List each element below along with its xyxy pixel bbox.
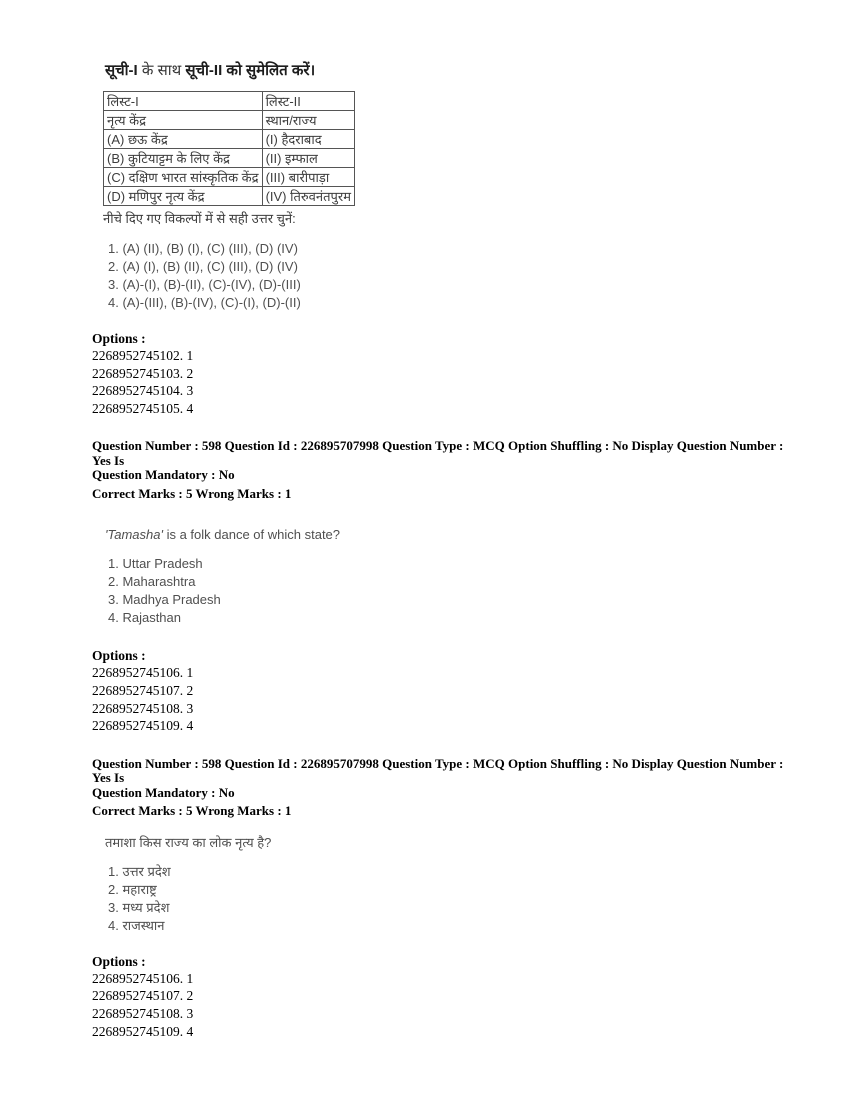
marks-line: Correct Marks : 5 Wrong Marks : 1 <box>92 803 292 819</box>
table-cell: लिस्ट-II <box>262 92 354 111</box>
metadata-line: Question Number : 598 Question Id : 226895707998 Question Type : MCQ Option Shuffling : No Display Question Number : Yes Is <box>92 755 784 786</box>
option-id: 2268952745106. 1 <box>92 970 194 986</box>
table-cell: स्थान/राज्य <box>262 111 354 130</box>
options-label: Options : <box>92 953 146 969</box>
option-id: 2268952745103. 2 <box>92 365 194 381</box>
answer-choice: 4. Rajasthan <box>108 610 181 626</box>
tamasha-question-english <box>105 527 850 542</box>
question-metadata <box>92 439 792 501</box>
q3-option-ids <box>92 970 850 1040</box>
answer-choice: 4. (A)-(III), (B)-(IV), (C)-(I), (D)-(II) <box>108 295 301 310</box>
option-id: 2268952745102. 1 <box>92 348 194 363</box>
table-cell: (II) इम्फाल <box>262 149 354 168</box>
options-label: Options : <box>92 648 146 664</box>
q1-options-block <box>92 330 850 417</box>
question-metadata <box>92 757 792 819</box>
heading-list2-bold: सूची-II <box>185 62 223 79</box>
table-row <box>104 111 355 130</box>
marks-line: Correct Marks : 5 Wrong Marks : 1 <box>92 485 292 501</box>
metadata-line: Question Mandatory : No <box>92 784 235 800</box>
table-cell: (A) छऊ केंद्र <box>104 130 263 149</box>
answer-choice: 4. राजस्थान <box>108 917 165 933</box>
answer-choice: 1. (A) (II), (B) (I), (C) (III), (D) (IV) <box>108 241 298 256</box>
table-cell: (I) हैदराबाद <box>262 130 354 149</box>
question-rest-text: is a folk dance of which state? <box>162 527 341 543</box>
tamasha-question-hindi: तमाशा किस राज्य का लोक नृत्य है? <box>105 834 272 850</box>
table-row <box>104 187 355 206</box>
answer-choice: 2. (A) (I), (B) (II), (C) (III), (D) (IV) <box>108 259 298 274</box>
option-id: 2268952745107. 2 <box>92 988 194 1004</box>
q1-answer-choices <box>108 240 850 312</box>
option-id: 2268952745106. 1 <box>92 665 194 681</box>
answer-choice: 3. (A)-(I), (B)-(II), (C)-(IV), (D)-(III) <box>108 277 301 292</box>
table-cell: (IV) तिरुवनंतपुरम <box>262 187 354 206</box>
q2-options-block <box>92 647 850 734</box>
option-id: 2268952745108. 3 <box>92 1005 194 1021</box>
answer-choice: 3. मध्य प्रदेश <box>108 899 170 915</box>
option-id: 2268952745105. 4 <box>92 400 194 416</box>
choose-correct-answer-instruction: नीचे दिए गए विकल्पों में से सही उत्तर चुनें: <box>103 211 296 226</box>
match-question-heading <box>105 60 850 80</box>
table-cell: (C) दक्षिण भारत सांस्कृतिक केंद्र <box>104 168 263 187</box>
option-id: 2268952745109. 4 <box>92 718 194 734</box>
question-italic-term: 'Tamasha' <box>105 527 163 543</box>
answer-choice: 2. Maharashtra <box>108 574 196 590</box>
q2-option-ids <box>92 664 850 734</box>
heading-mid-text: के साथ <box>137 62 186 79</box>
q2-answer-choices <box>108 555 850 627</box>
table-row <box>104 168 355 187</box>
heading-list1-bold: सूची-I <box>105 62 138 79</box>
q3-options-block <box>92 953 850 1040</box>
table-row <box>104 92 355 111</box>
table-cell: नृत्य केंद्र <box>104 111 263 130</box>
table-row <box>104 149 355 168</box>
option-id: 2268952745109. 4 <box>92 1023 194 1039</box>
metadata-line: Question Number : 598 Question Id : 226895707998 Question Type : MCQ Option Shuffling : No Display Question Number : Yes Is <box>92 438 784 468</box>
table-cell: लिस्ट-I <box>104 92 263 111</box>
q3-answer-choices <box>108 863 850 935</box>
metadata-line: Question Mandatory : No <box>92 467 235 483</box>
table-cell: (B) कुटियाट्टम के लिए केंद्र <box>104 149 263 168</box>
options-label: Options : <box>92 331 146 346</box>
option-id: 2268952745104. 3 <box>92 383 194 399</box>
answer-choice: 1. उत्तर प्रदेश <box>108 863 171 879</box>
option-id: 2268952745108. 3 <box>92 700 194 716</box>
answer-choice: 2. महाराष्ट्र <box>108 881 157 897</box>
table-cell: (D) मणिपुर नृत्य केंद्र <box>104 187 263 206</box>
q1-option-ids <box>92 347 850 417</box>
heading-tail-bold: को सुमेलित करें। <box>222 62 316 79</box>
option-id: 2268952745107. 2 <box>92 682 194 698</box>
answer-choice: 1. Uttar Pradesh <box>108 556 203 572</box>
table-cell: (III) बारीपाड़ा <box>262 168 354 187</box>
answer-choice: 3. Madhya Pradesh <box>108 592 221 608</box>
table-row <box>104 130 355 149</box>
match-list-table <box>103 91 355 206</box>
